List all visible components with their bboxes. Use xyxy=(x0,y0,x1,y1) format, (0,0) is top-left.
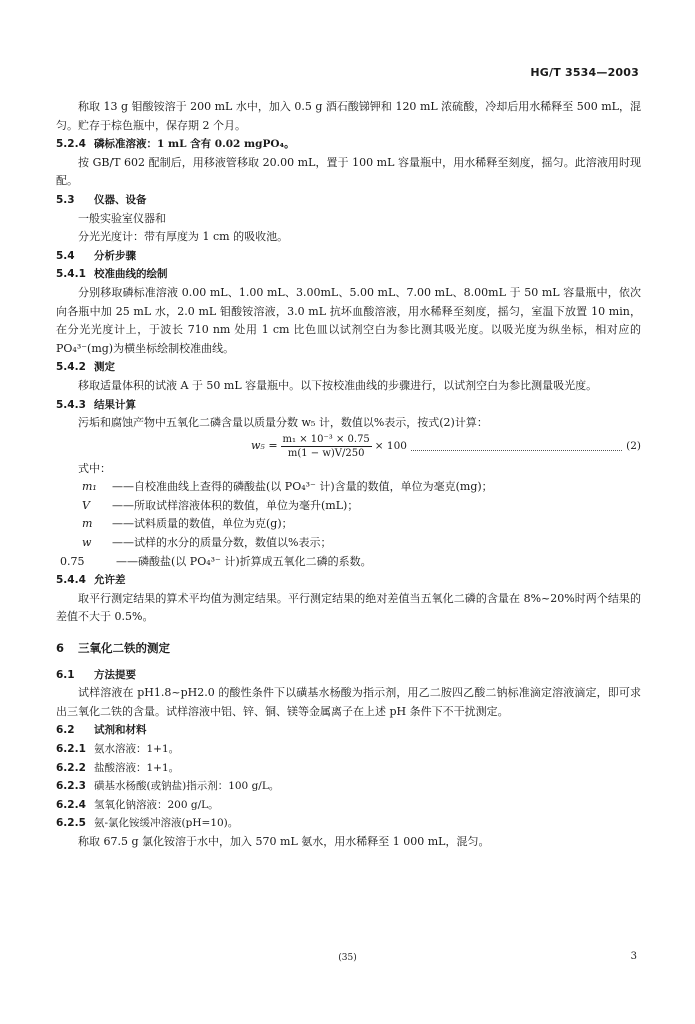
formula-numerator: m₁ × 10⁻³ × 0.75 xyxy=(282,433,370,445)
definition-row: m ——试料质量的数值，单位为克(g)； xyxy=(82,517,293,531)
section-heading: 5.4.1 校准曲线的绘制 xyxy=(56,268,168,281)
paragraph: 按 GB/T 602 配制后，用移液管移取 20.00 mL，置于 100 mL 容量瓶中，用水稀释至刻度，摇匀。此溶液用时现配。 xyxy=(56,155,641,188)
definition-row: V ——所取试样溶液体积的数值，单位为毫升(mL)； xyxy=(82,498,359,512)
formula-denominator: m(1 − w)V/250 xyxy=(287,447,365,459)
section-heading: 6.2.5 氨-氯化铵缓冲溶液(pH=10)。 xyxy=(56,817,239,830)
formula-fraction xyxy=(281,433,372,460)
section-heading: 5.4 分析步骤 xyxy=(56,249,136,262)
formula-2 xyxy=(56,433,641,460)
section-heading: 6.2 试剂和材料 xyxy=(56,724,147,737)
section-heading: 6.1 方法提要 xyxy=(56,668,136,681)
section-heading: 5.2.4 磷标准溶液：1 mL 含有 0.02 mgPO₄。 xyxy=(56,138,295,151)
paragraph: 移取适量体积的试液 A 于 50 mL 容量瓶中。以下按校准曲线的步骤进行，以试剂空白为参比测量吸光度。 xyxy=(78,378,598,392)
paragraph: 取平行测定结果的算术平均值为测定结果。平行测定结果的绝对差值当五氧化二磷的含量在 8%~20%时两个结果的差值不大于 0.5%。 xyxy=(56,591,641,624)
definition-row: w ——试样的水分的质量分数，数值以%表示； xyxy=(82,536,332,550)
standard-code-header: HG/T 3534—2003 xyxy=(530,66,639,79)
paragraph: 污垢和腐蚀产物中五氧化二磷含量以质量分数 w₅ 计，数值以%表示，按式(2)计算： xyxy=(78,416,488,430)
paragraph: 称取 13 g 钼酸铵溶于 200 mL 水中，加入 0.5 g 酒石酸锑钾和 120 mL 浓硫酸，冷却后用水稀释至 500 mL，混匀。贮存于棕色瓶中，保存期 2 个月。 xyxy=(56,100,641,132)
definition-row: 0.75 ——磷酸盐(以 PO₄³⁻ 计)折算成五氧化二磷的系数。 xyxy=(60,554,372,568)
leader-dots xyxy=(411,442,622,451)
definition-row: m₁ ——自校准曲线上查得的磷酸盐(以 PO₄³⁻ 计)含量的数值，单位为毫克(mg)； xyxy=(82,480,493,494)
page-number: 3 xyxy=(630,951,637,962)
formula-lhs: w₅ = xyxy=(251,438,278,452)
paragraph: 分别移取磷标准溶液 0.00 mL、1.00 mL、3.00mL、5.00 mL、7.00 mL、8.00mL 于 50 mL 容量瓶中，依次向各瓶中加 25 mL 水，2.0 mL 钼酸铵溶液，3.0 mL 抗坏血酸溶液，用水稀释至刻度，摇匀，室温下放置 10 min，在分光光度计上，于波长 710 nm 处用 1 cm 比色皿以试剂空白为参比测其吸光度。以吸光度为纵坐标，相对应的 PO₄³⁻(mg)为横坐标绘制校准曲线。 xyxy=(56,285,641,355)
document-body xyxy=(56,98,641,852)
section-heading: 6.2.2 盐酸溶液：1+1。 xyxy=(56,761,180,774)
paragraph: 试样溶液在 pH1.8~pH2.0 的酸性条件下以磺基水杨酸为指示剂，用乙二胺四乙酸二钠标准滴定溶液滴定，即可求出三氧化二铁的含量。试样溶液中铝、锌、铜、镁等金属离子在上述 pH 条件下不干扰测定。 xyxy=(56,686,641,718)
where-label: 式中： xyxy=(78,461,111,475)
paragraph: 称取 67.5 g 氯化铵溶于水中，加入 570 mL 氨水，用水稀释至 1 000 mL，混匀。 xyxy=(78,834,490,848)
section-heading: 5.3 仪器、设备 xyxy=(56,193,147,206)
section-heading: 5.4.2 测定 xyxy=(56,361,115,374)
formula-tail: × 100 xyxy=(374,439,407,452)
section-heading: 5.4.4 允许差 xyxy=(56,574,126,587)
equation-number: (2) xyxy=(626,439,641,452)
page-footer-center: (35) xyxy=(338,953,357,963)
paragraph: 一般实验室仪器和 xyxy=(78,211,166,225)
section-heading: 6.2.3 磺基水杨酸(或钠盐)指示剂：100 g/L。 xyxy=(56,780,280,793)
section-heading: 5.4.3 结果计算 xyxy=(56,398,136,411)
chapter-heading: 6 三氧化二铁的测定 xyxy=(56,641,170,656)
section-heading: 6.2.4 氢氧化钠溶液：200 g/L。 xyxy=(56,798,219,811)
section-heading: 6.2.1 氨水溶液：1+1。 xyxy=(56,743,180,755)
paragraph: 分光光度计：带有厚度为 1 cm 的吸收池。 xyxy=(78,230,289,244)
